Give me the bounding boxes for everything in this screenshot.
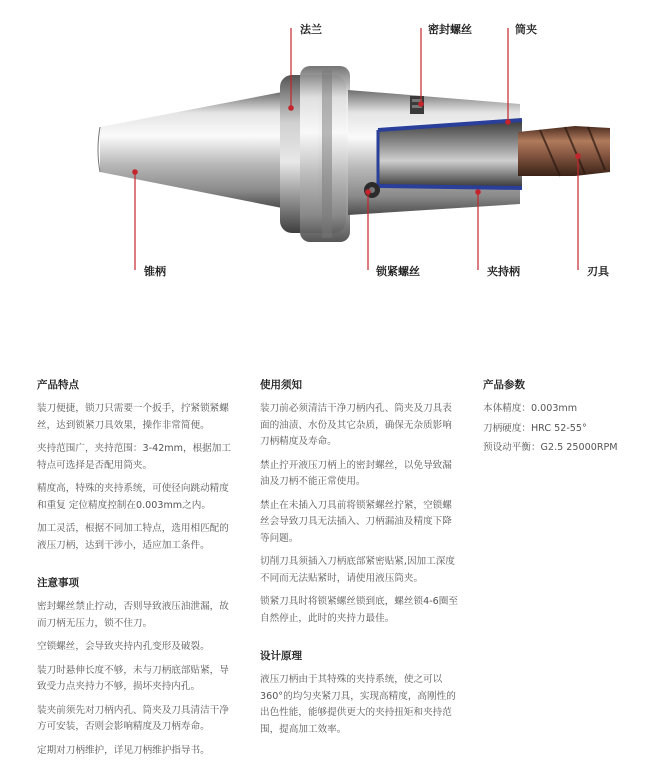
- notes-item: 密封螺丝禁止拧动，否则导致液压油泄漏，故而刀柄无压力，锁不住刀。: [37, 601, 229, 629]
- params-item: 刀柄硬度：HRC 52-55°: [483, 422, 587, 434]
- column-left: [37, 378, 233, 771]
- label-cutter: 刃具: [587, 265, 609, 278]
- notes-section: [37, 576, 233, 759]
- features-item: 精度高，特殊的夹持系统，可使径向跳动精度和重复 定位精度控制在0.003mm之内。: [37, 483, 229, 511]
- features-item: 加工灵活，根据不同加工特点，选用相匹配的液压刀柄，达到干涉小，适应加工条件。: [37, 523, 229, 551]
- features-item: 夹持范围广，夹持范围：3-42mm，根据加工特点可选择是否配用筒夹。: [37, 443, 231, 471]
- label-taper-shank: 锥柄: [144, 265, 166, 278]
- usage-section: [260, 378, 458, 627]
- params-item: 本体精度：0.003mm: [483, 403, 578, 414]
- label-flange: 法兰: [300, 23, 322, 36]
- notes-item: 装刀时悬伸长度不够，未与刀柄底部贴紧，导致受力点夹持力不够，损坏夹持内孔。: [37, 664, 229, 692]
- features-title: 产品特点: [37, 379, 79, 391]
- notes-title: 注意事项: [37, 577, 79, 589]
- tool-holder-illustration: [0, 0, 658, 300]
- label-collet: 筒夹: [515, 23, 537, 36]
- usage-item: 锁紧刀具时将锁紧螺丝锁到底，螺丝锁4-6圈至自然停止，此时的夹持力最佳。: [260, 596, 458, 624]
- features-section: [37, 378, 233, 554]
- usage-item: 禁止在未插入刀具前将锁紧螺丝拧紧，空锁螺丝会导致刀具无法插入、刀柄漏油及精度下降等问题。: [260, 499, 452, 544]
- taper-shank-part: [100, 92, 282, 208]
- notes-item: 定期对刀柄维护，详见刀柄维护指导书。: [37, 744, 210, 756]
- principle-title: 设计原理: [260, 650, 302, 662]
- principle-section: [260, 649, 458, 738]
- notes-item: 空锁螺丝，会导致夹持内孔变形及破裂。: [37, 641, 210, 652]
- label-holder: 夹持柄: [487, 265, 520, 278]
- usage-item: 切削刀具须插入刀柄底部紧密贴紧,因加工深度不同而无法贴紧时，请使用液压筒夹。: [260, 556, 455, 584]
- label-seal-screw: 密封螺丝: [428, 23, 472, 36]
- column-right: [483, 378, 648, 460]
- features-item: 装刀便捷，锁刀只需要一个扳手，拧紧锁紧螺丝，达到锁紧刀具效果，操作非常简便。: [37, 403, 229, 431]
- column-middle: [260, 378, 458, 750]
- label-lock-screw: 锁紧螺丝: [376, 265, 420, 278]
- usage-title: 使用须知: [260, 379, 302, 391]
- params-title: 产品参数: [483, 379, 525, 391]
- principle-text: 液压刀柄由于其特殊的夹持系统，使之可以360°的均匀夹紧刀具，实现高精度，高刚性的出色性能，能够提供更大的夹持扭矩和夹持范围，提高加工效率。: [260, 674, 456, 735]
- usage-item: 装刀前必须清洁干净刀柄内孔、筒夹及刀具表面的油渍、水份及其它杂质，确保无杂质影响刀柄精度及寿命。: [260, 403, 452, 447]
- usage-item: 禁止拧开液压刀柄上的密封螺丝，以免导致漏油及刀柄不能正常使用。: [260, 459, 452, 487]
- cutter-part: [518, 126, 610, 176]
- params-item: 预设动平衡：G2.5 25000RPM: [483, 442, 618, 453]
- tool-holder-figure: [0, 0, 658, 300]
- notes-item: 装夹前须先对刀柄内孔、筒夹及刀具清洁干净方可安装，否则会影响精度及刀柄寿命。: [37, 704, 229, 732]
